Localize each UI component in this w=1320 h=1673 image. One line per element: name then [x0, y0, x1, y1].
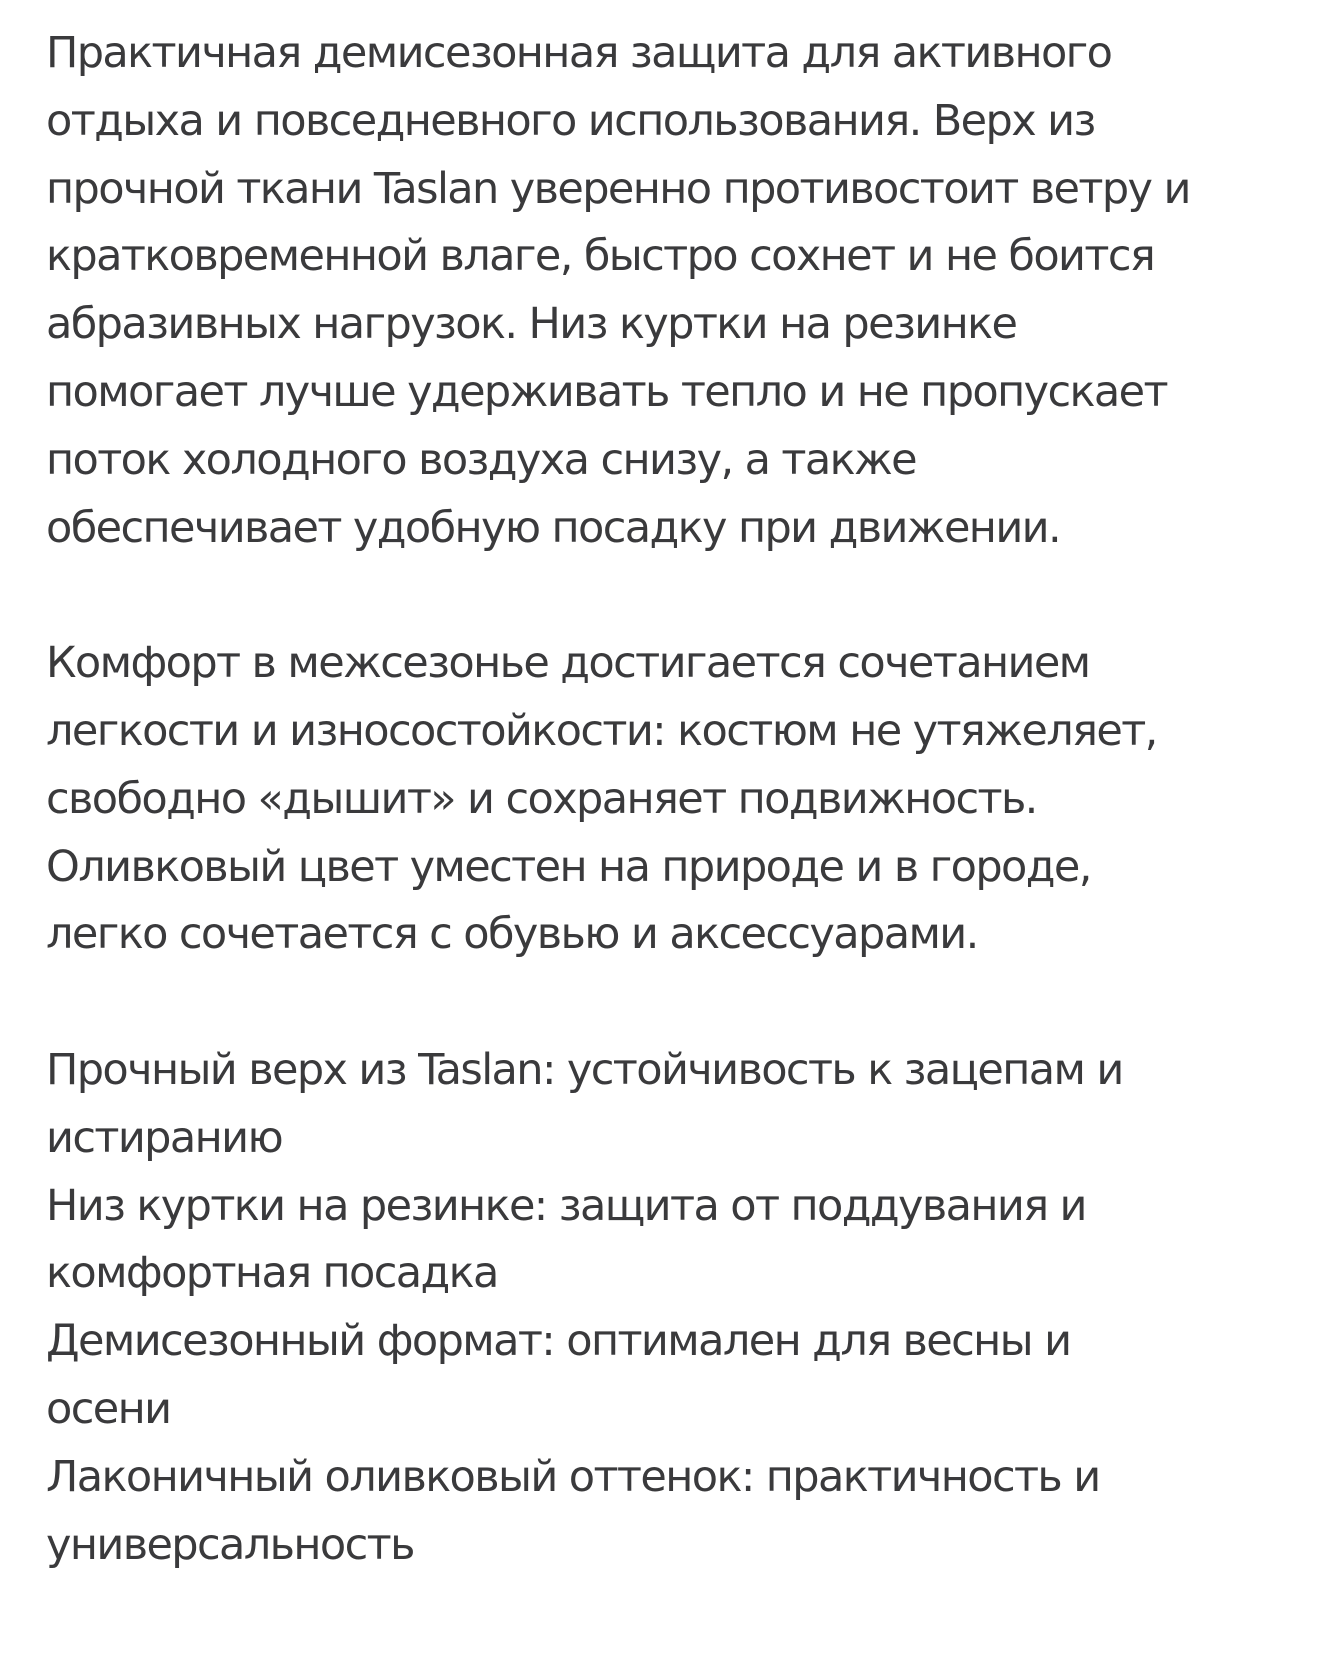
- text-line: Оливковый цвет уместен на природе и в городе,: [46, 841, 1091, 892]
- text-line: обеспечивает удобную посадку при движении.: [46, 502, 1061, 553]
- features-list: [46, 1037, 1296, 1579]
- text-line: Комфорт в межсезонье достигается сочетанием: [46, 638, 1090, 689]
- feature-line: истиранию: [46, 1112, 283, 1163]
- feature-line: комфортная посадка: [46, 1248, 498, 1299]
- feature-line: осени: [46, 1383, 171, 1434]
- feature-line: Прочный верх из Taslan: устойчивость к зацепам и: [46, 1044, 1123, 1095]
- text-line: Практичная демисезонная защита для активного: [46, 28, 1112, 78]
- intro-paragraph: [46, 20, 1296, 562]
- product-description: [46, 20, 1296, 1579]
- feature-line: Низ куртки на резинке: защита от поддувания и: [46, 1180, 1086, 1231]
- feature-line: Демисезонный формат: оптимален для весны и: [46, 1316, 1071, 1367]
- text-line: помогает лучше удерживать тепло и не пропускает: [46, 366, 1167, 417]
- text-line: кратковременной влаге, быстро сохнет и не боится: [46, 231, 1155, 282]
- feature-line: Лаконичный оливковый оттенок: практичность и: [46, 1451, 1100, 1502]
- text-line: поток холодного воздуха снизу, а также: [46, 434, 916, 485]
- paragraph-spacer: [46, 969, 1296, 1037]
- text-line: легко сочетается с обувью и аксессуарами.: [46, 909, 978, 960]
- text-line: легкости и износостойкости: костюм не утяжеляет,: [46, 705, 1157, 756]
- text-line: свободно «дышит» и сохраняет подвижность.: [46, 773, 1037, 824]
- feature-line: универсальность: [46, 1519, 414, 1570]
- comfort-paragraph: [46, 630, 1296, 969]
- text-line: прочной ткани Taslan уверенно противостоит ветру и: [46, 163, 1190, 214]
- text-line: абразивных нагрузок. Низ куртки на резинке: [46, 299, 1017, 350]
- paragraph-spacer: [46, 562, 1296, 630]
- text-line: отдыха и повседневного использования. Верх из: [46, 95, 1095, 146]
